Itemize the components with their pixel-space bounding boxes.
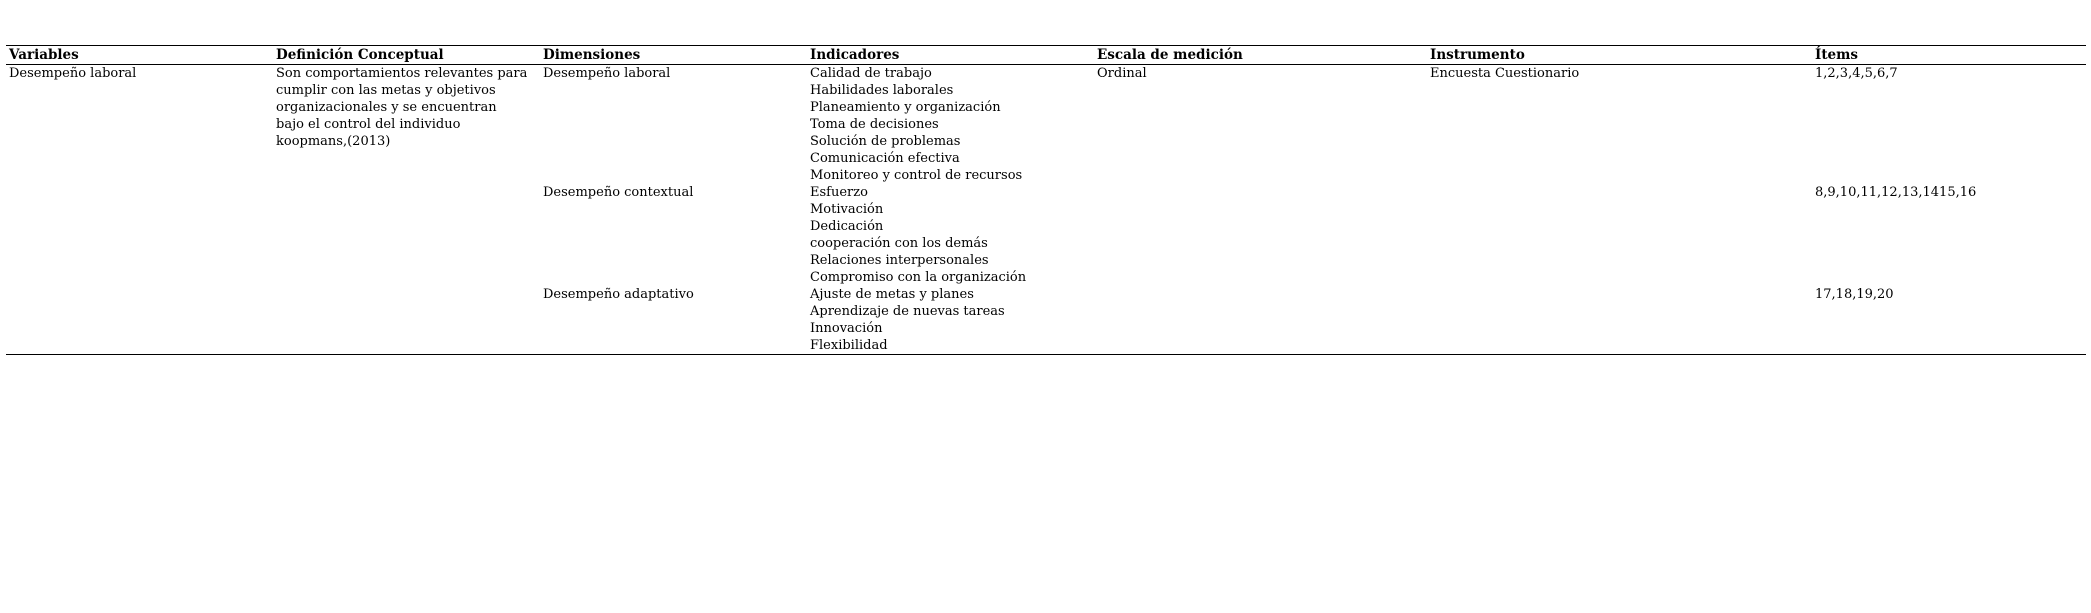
definition-line: Son comportamientos relevantes para xyxy=(276,66,528,81)
operationalization-table xyxy=(6,45,2086,355)
header-indicadores: Indicadores xyxy=(810,47,900,63)
indicator-item: Ajuste de metas y planes xyxy=(810,287,974,302)
scale-cell: Ordinal xyxy=(1097,66,1147,81)
dimension-cell: Desempeño laboral xyxy=(543,66,671,81)
header-dimensiones: Dimensiones xyxy=(543,47,641,63)
empty-cell xyxy=(273,184,540,286)
indicator-item: Planeamiento y organización xyxy=(810,100,1001,115)
indicator-item: Motivación xyxy=(810,202,884,217)
indicator-item: Toma de decisiones xyxy=(810,117,939,132)
empty-cell xyxy=(1427,286,1812,355)
header-instrumento: Instrumento xyxy=(1430,47,1525,63)
indicator-item: Comunicación efectiva xyxy=(810,151,960,166)
empty-cell xyxy=(6,286,273,355)
indicators-cell xyxy=(807,65,1094,185)
empty-cell xyxy=(273,286,540,355)
header-row xyxy=(6,46,2086,65)
indicators-cell xyxy=(807,184,1094,286)
indicator-item: Flexibilidad xyxy=(810,338,888,353)
indicator-item: Relaciones interpersonales xyxy=(810,253,989,268)
definition-line: organizacionales y se encuentran xyxy=(276,100,497,115)
indicator-item: Monitoreo y control de recursos xyxy=(810,168,1023,183)
table-header xyxy=(6,46,2086,65)
definition-line: bajo el control del individuo xyxy=(276,117,461,132)
dimension-cell: Desempeño contextual xyxy=(543,185,694,200)
indicator-item: Innovación xyxy=(810,321,883,336)
header-definicion-conceptual: Definición Conceptual xyxy=(276,47,444,63)
header-escala-de-medicion: Escala de medición xyxy=(1097,47,1243,63)
indicator-item: Compromiso con la organización xyxy=(810,270,1027,285)
indicator-item: Habilidades laborales xyxy=(810,83,954,98)
empty-cell xyxy=(1094,286,1427,355)
definition-cell xyxy=(273,65,540,185)
indicator-item: Solución de problemas xyxy=(810,134,961,149)
definition-line: koopmans,(2013) xyxy=(276,134,391,149)
indicator-item: cooperación con los demás xyxy=(810,236,988,251)
indicator-item: Calidad de trabajo xyxy=(810,66,932,81)
variable-cell: Desempeño laboral xyxy=(9,66,137,81)
table-row xyxy=(6,286,2086,355)
dimension-cell: Desempeño adaptativo xyxy=(543,287,694,302)
empty-cell xyxy=(1427,184,1812,286)
empty-cell xyxy=(1094,184,1427,286)
indicator-item: Esfuerzo xyxy=(810,185,868,200)
table-row xyxy=(6,184,2086,286)
table-row xyxy=(6,65,2086,185)
items-cell: 1,2,3,4,5,6,7 xyxy=(1815,66,1898,81)
operationalization-table-container xyxy=(6,45,2086,355)
definition-line: cumplir con las metas y objetivos xyxy=(276,83,496,98)
indicator-item: Aprendizaje de nuevas tareas xyxy=(810,304,1005,319)
instrument-cell: Encuesta Cuestionario xyxy=(1430,66,1580,81)
items-cell: 8,9,10,11,12,13,1415,16 xyxy=(1815,185,1977,200)
indicator-item: Dedicación xyxy=(810,219,884,234)
empty-cell xyxy=(6,184,273,286)
indicators-cell xyxy=(807,286,1094,355)
items-cell: 17,18,19,20 xyxy=(1815,287,1894,302)
header-variables: Variables xyxy=(9,47,79,63)
table-body xyxy=(6,65,2086,355)
header-items: Ítems xyxy=(1815,47,1859,63)
